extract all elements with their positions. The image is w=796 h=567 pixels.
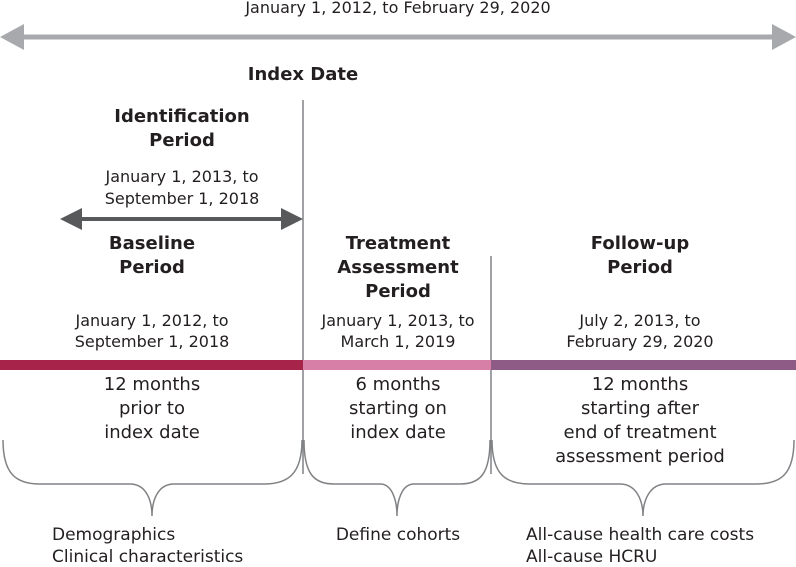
followup-desc-line4: assessment period (555, 446, 725, 467)
followup-range-line2: February 29, 2020 (566, 332, 714, 351)
treatment-title-line1: Treatment (345, 233, 451, 254)
baseline-period-bar (0, 360, 303, 370)
overall-period-arrow (0, 24, 796, 50)
baseline-brace (3, 440, 302, 516)
baseline-range-line1: January 1, 2012, to (75, 311, 229, 330)
followup-range-line1: July 2, 2013, to (579, 311, 701, 330)
identification-title-line1: Identification (114, 106, 250, 127)
treatment-range-line2: March 1, 2019 (340, 332, 456, 351)
baseline-range-line2: September 1, 2018 (74, 332, 230, 351)
baseline-desc-line3: index date (104, 422, 200, 443)
followup-desc-line3: end of treatment (563, 422, 717, 443)
treatment-range-line1: January 1, 2013, to (321, 311, 475, 330)
baseline-title-line1: Baseline (108, 233, 196, 254)
treatment-title-line3: Period (365, 281, 431, 302)
treatment-outcome-line1: Define cohorts (335, 525, 461, 545)
followup-outcome-line2: All-cause HCRU (526, 547, 658, 567)
treatment-desc-line1: 6 months (355, 374, 441, 395)
baseline-desc-line2: prior to (118, 398, 186, 419)
followup-desc-line2: starting after (580, 398, 700, 419)
treatment-period-bar (303, 360, 491, 370)
overall-period-label: January 1, 2012, to February 29, 2020 (245, 0, 551, 17)
treatment-brace (304, 440, 490, 516)
identification-range-line2: September 1, 2018 (104, 189, 260, 208)
followup-title-line1: Follow-up (590, 233, 690, 254)
baseline-outcome-line1: Demographics (52, 525, 176, 545)
identification-period-arrow (60, 208, 303, 230)
index-date-label: Index Date (247, 64, 359, 85)
followup-outcome-line1: All-cause health care costs (526, 525, 755, 545)
baseline-outcome-line2: Clinical characteristics (52, 547, 244, 567)
baseline-title-line2: Period (119, 257, 185, 278)
followup-title-line2: Period (607, 257, 673, 278)
baseline-desc-line1: 12 months (103, 374, 201, 395)
treatment-desc-line3: index date (350, 422, 446, 443)
identification-title-line2: Period (149, 130, 215, 151)
followup-period-bar (491, 360, 796, 370)
treatment-desc-line2: starting on (349, 398, 447, 419)
treatment-title-line2: Assessment (337, 257, 459, 278)
identification-range-line1: January 1, 2013, to (105, 167, 259, 186)
followup-desc-line1: 12 months (591, 374, 689, 395)
